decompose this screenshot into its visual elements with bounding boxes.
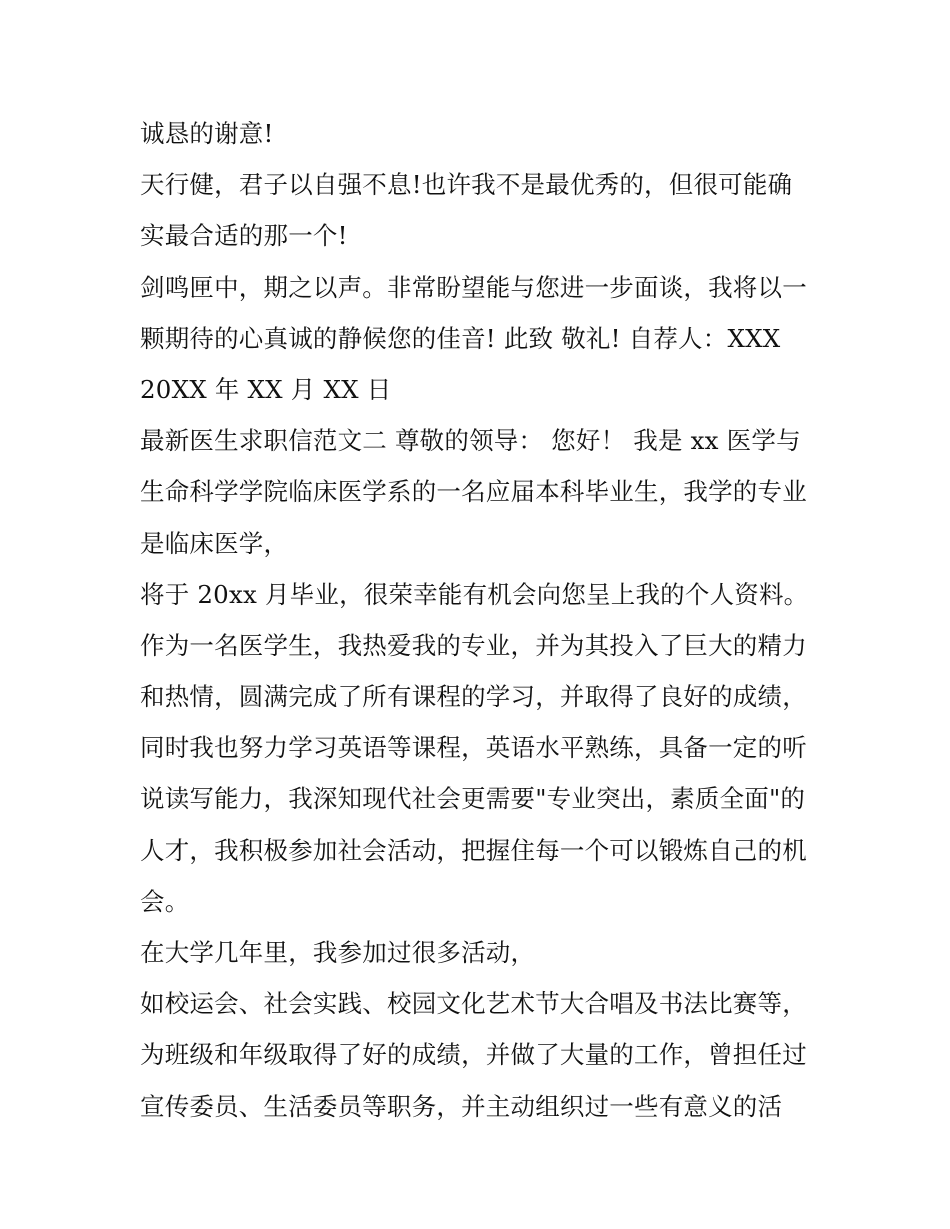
text-line: 诚恳的谢意! [140,119,274,148]
text-line: 天行健，君子以自强不息!也许我不是最优秀的，但很可能确 [140,170,793,200]
text-line: 最新医生求职信范文二 尊敬的领导： 您好！ 我是 xx 医学与 [140,426,801,456]
text-line: 如校运会、社会实践、校园文化艺术节大合唱及书法比赛等， [140,989,807,1019]
text-line: 颗期待的心真诚的静候您的佳音! 此致 敬礼! 自荐人：XXX [140,323,781,353]
text-line: 同时我也努力学习英语等课程，英语水平熟练，具备一定的听 [140,733,807,763]
text-line: 作为一名医学生，我热爱我的专业，并为其投入了巨大的精力 [140,630,807,660]
text-line: 生命科学学院临床医学系的一名应届本科毕业生，我学的专业 [140,477,807,507]
text-line: 实最合适的那一个! [140,221,348,251]
text-line: 将于 20xx 月毕业，很荣幸能有机会向您呈上我的个人资料。 [140,579,809,609]
text-line: 剑鸣匣中，期之以声。非常盼望能与您进一步面谈，我将以一 [140,272,807,302]
text-line: 人才，我积极参加社会活动，把握住每一个可以锻炼自己的机 [140,835,807,865]
text-line: 为班级和年级取得了好的成绩，并做了大量的工作，曾担任过 [140,1040,807,1070]
text-line: 和热情，圆满完成了所有课程的学习，并取得了良好的成绩， [140,682,807,712]
text-line: 在大学几年里，我参加过很多活动， [140,938,536,967]
text-line: 说读写能力，我深知现代社会更需要"专业突出，素质全面"的 [140,784,806,814]
text-line: 会。 [140,886,190,916]
letter-body [140,108,830,1132]
text-line: 宣传委员、生活委员等职务，并主动组织过一些有意义的活 [140,1091,783,1121]
date-line: 20XX 年 XX 月 XX 日 [140,374,392,404]
text-line: 是临床医学， [140,528,289,558]
